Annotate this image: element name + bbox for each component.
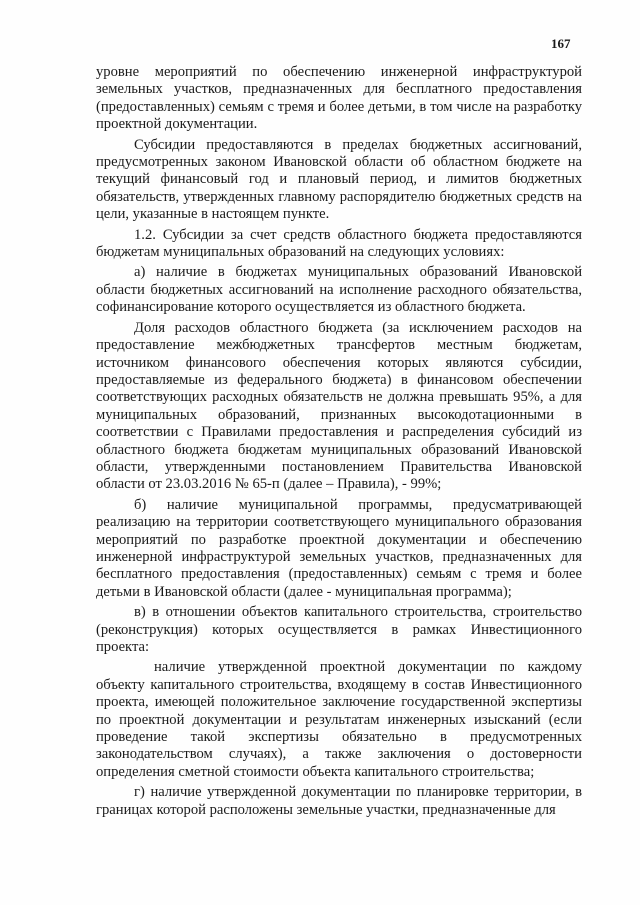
paragraph-continuation: уровне мероприятий по обеспечению инженерной инфраструктурой земельных участков, предназначенных для бесплатного предоставления (предоставленных) семьям с тремя и более детьми, в том числе на разработку проектной документации. xyxy=(96,64,582,133)
paragraph-condition-g: г) наличие утвержденной документации по планировке территории, в границах которой расположены земельные участки, предназначенные для xyxy=(96,784,582,818)
page-number: 167 xyxy=(551,36,571,51)
paragraph-condition-v: в) в отношении объектов капитального строительства, строительство (реконструкция) которых осуществляется в рамках Инвестиционного проекта: xyxy=(96,604,582,655)
paragraph-budget-share: Доля расходов областного бюджета (за исключением расходов на предоставление межбюджетных трансфертов местным бюджетам, источником финансового обеспечения которых являются субсидии, предоставляемые из федерального бюджета) в финансовом обеспечении соответствующих расходных обязательств не должна превышать 95%, а для муниципальных образований, признанных высокодотационными в соответствии с Правилами предоставления и распределения субсидий из областного бюджета бюджетам муниципальных образований Ивановской области, утвержденными постановлением Правительства Ивановской области от 23.03.2016 № 65-п (далее – Правила), - 99%; xyxy=(96,319,582,493)
document-body xyxy=(96,64,582,822)
paragraph-condition-b: б) наличие муниципальной программы, предусматривающей реализацию на территории соответствующего муниципального образования мероприятий по разработке проектной документации и обеспечению инженерной инфраструктурой земельных участков, предназначенных для бесплатного предоставления (предоставленных) семьям с тремя и более детьми в Ивановской области (далее - муниципальная программа); xyxy=(96,496,582,600)
paragraph-condition-a: а) наличие в бюджетах муниципальных образований Ивановской области бюджетных ассигнований на исполнение расходного обязательства, софинансирование которого осуществляется из областного бюджета. xyxy=(96,264,582,316)
paragraph-project-documentation: наличие утвержденной проектной документации по каждому объекту капитального строительства, входящему в состав Инвестиционного проекта, имеющей положительное заключение государственной экспертизы по проектной документации и результатам инженерных изысканий (если проведение такой экспертизы обязательно в предусмотренных законодательством случаях), а также заключения о достоверности определения сметной стоимости объекта капитального строительства; xyxy=(96,659,582,780)
paragraph-subsidies-limits: Субсидии предоставляются в пределах бюджетных ассигнований, предусмотренных законом Ивановской области об областном бюджете на текущий финансовый год и плановый период, и лимитов бюджетных обязательств, утвержденных главному распорядителю бюджетных средств на цели, указанные в настоящем пункте. xyxy=(96,136,582,223)
paragraph-1-2-conditions: 1.2. Субсидии за счет средств областного бюджета предоставляются бюджетам муниципальных образований на следующих условиях: xyxy=(96,226,582,261)
